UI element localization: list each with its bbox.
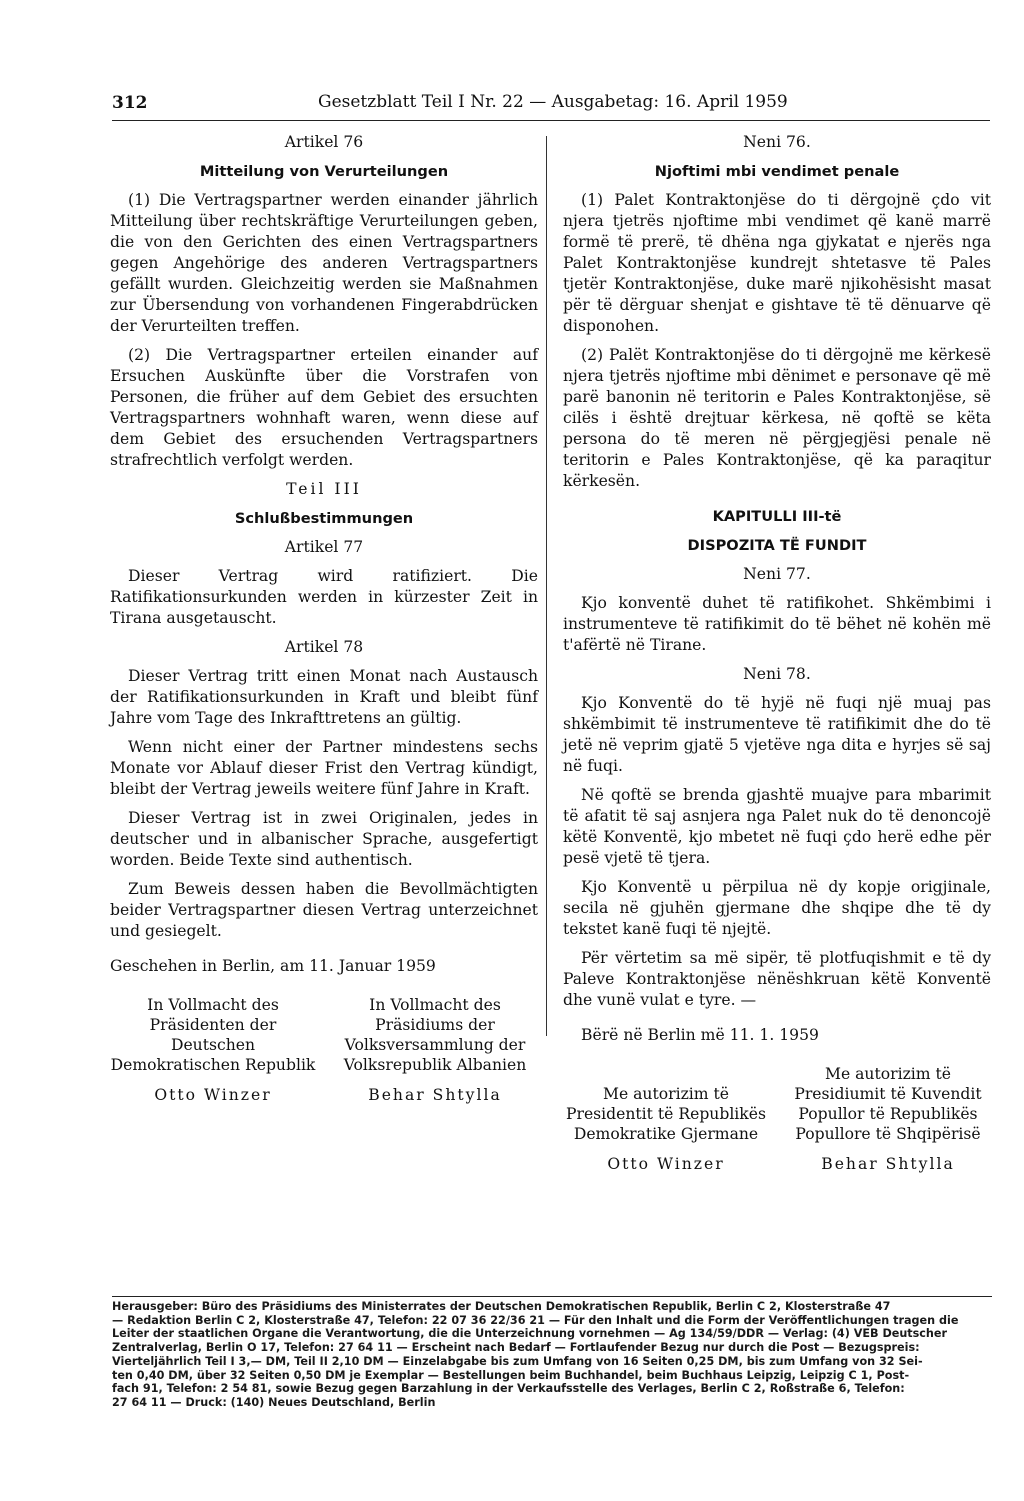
neni-78-paragraph-1: Kjo Konventë do të hyjë në fuqi një muaj pas shkëmbimit të instrumenteve të ratifikimit dhe do të jetë në veprim gjatë 5 vjetëve nga dita e hyrjes së saj në fuqi. — [563, 694, 991, 775]
header-rule — [112, 120, 990, 121]
signature-line: In Vollmacht des — [147, 996, 279, 1014]
imprint-line: Herausgeber: Büro des Präsidiums des Ministerrates der Deutschen Demokratischen Republik, Berlin C 2, Klosterstraße 47 — [112, 1300, 891, 1313]
running-header: Gesetzblatt Teil I Nr. 22 — Ausgabetag: 16. April 1959 — [318, 92, 788, 112]
signature-right-authority — [785, 1064, 991, 1144]
imprint-line: Zentralverlag, Berlin O 17, Telefon: 27 64 11 — Erscheint nach Bedarf — Fortlaufender Bezug nur durch die Post — Bezugspreis: — [112, 1341, 920, 1355]
neni-76-paragraph-2: (2) Palët Kontraktonjëse do ti dërgojnë me kërkesë njera tjetrës njoftime mbi dënimet e personave që më parë banonin në teritorin e Pales Kontraktonjëse, së cilës i është drejtuar kërkesa, në qoftë se këta persona do të meren në përgjegjësi penale në teritorin e Pales Kontraktonjëse, që ka paraqitur kërkesën. — [563, 346, 991, 490]
article-76-paragraph-2: (2) Die Vertragspartner erteilen einander auf Ersuchen Auskünfte über die Vorstrafen von Personen, die früher auf dem Gebiet des ersuchten Vertragspartners wohnhaft waren, wenn diese auf dem Gebiet des ersuchenden Vertragspartners strafrechtlich verfolgt werden. — [110, 346, 538, 469]
article-76-title: Artikel 76 — [284, 133, 364, 151]
article-78-paragraph-4: Zum Beweis dessen haben die Bevollmächtigten beider Vertragspartner diesen Vertrag unterzeichnet und gesiegelt. — [110, 880, 538, 940]
neni-76-heading: Njoftimi mbi vendimet penale — [654, 163, 900, 180]
albanian-column — [563, 132, 991, 1175]
signature-line: Me autorizim të — [824, 1065, 952, 1083]
signature-line: In Vollmacht des — [369, 996, 501, 1014]
neni-78-paragraph-2: Në qoftë se brenda gjashtë muajve para mbarimit të afatit të saj asnjera nga Palet nuk do të denoncojë këtë Konventë, kjo mbetet në fuqi çdo herë edhe për pesë vjetë të tjera. — [563, 786, 991, 867]
chapter-3-heading: DISPOZITA TË FUNDIT — [687, 537, 867, 554]
article-78-paragraph-3: Dieser Vertrag ist in zwei Originalen, jedes in deutscher und in albanischer Sprache, ausgefertigt worden. Beide Texte sind authentisch. — [110, 809, 538, 869]
part-3-title: Teil III — [286, 480, 362, 498]
signatory-name-right: Behar Shtylla — [821, 1155, 955, 1173]
imprint-line: ten 0,40 DM, über 32 Seiten 0,50 DM je Exemplar — Bestellungen beim Buchhandel, beim Buchhaus Leipzig, Leipzig C 1, Post- — [112, 1368, 910, 1382]
imprint-line: Vierteljährlich Teil I 3,— DM, Teil II 2,10 DM — Einzelabgabe bis zum Umfang von 16 Seiten 0,25 DM, bis zum Umfang von 32 Sei- — [112, 1354, 923, 1368]
imprint-line: fach 91, Telefon: 2 54 81, sowie Bezug gegen Barzahlung in der Verkaufsstelle des Verlages, Berlin C 2, Roßstraße 6, Telefon: — [112, 1382, 905, 1396]
neni-77-paragraph-1: Kjo konventë duhet të ratifikohet. Shkëmbimi i instrumenteve të ratifikimit do të bëhet në kohën më t'afërtë në Tirane. — [563, 594, 991, 654]
signature-line: Popullore të Shqipërisë — [795, 1125, 981, 1143]
signature-right-authority — [332, 995, 538, 1075]
signature-line: Me autorizim të — [602, 1085, 730, 1103]
footer-rule — [112, 1296, 992, 1297]
neni-78-paragraph-3: Kjo Konventë u përpilua në dy kopje origjinale, secila në gjuhën gjermane dhe shqipe dhe të dy tekstet kanë fuqi të njejtë. — [563, 878, 991, 938]
imprint-line: Leiter der staatlichen Organe die Verantwortung, die die Unterzeichnung vornehmen — Ag 134/59/DDR — Verlag: (4) VEB Deutscher — [112, 1327, 947, 1341]
signature-line: Popullor të Republikës — [798, 1105, 978, 1123]
neni-77-title: Neni 77. — [743, 565, 811, 583]
signatory-name-right: Behar Shtylla — [368, 1086, 502, 1104]
signature-line: Presidiumit të Kuvendit — [794, 1085, 982, 1103]
article-76-paragraph-1: (1) Die Vertragspartner werden einander jährlich Mitteilung über rechtskräftige Verurteilungen geben, die von den Gerichten des einen Vertragspartners gegen Angehörige des anderen Vertragspartners gefällt wurden. Gleichzeitig werden sie Maßnahmen zur Übersendung von vorhandenen Fingerabdrücken der Verurteilten treffen. — [110, 191, 538, 335]
signature-line: Presidentit të Republikës — [566, 1105, 766, 1123]
place-date: Geschehen in Berlin, am 11. Januar 1959 — [110, 957, 436, 975]
neni-76-paragraph-1: (1) Palet Kontraktonjëse do ti dërgojnë çdo vit njera tjetrës njoftime mbi vendimet që kanë marrë formë të prerë, të dhëna nga gjykatat e njerës nga Palet Kontraktonjëse kundrejt shtetasve të Pales tjetër Kontraktonjëse, duke marë njikohësisht masat për të dërguar shenjat e gishtave të të dënuarve që disponohen. — [563, 191, 991, 335]
german-column — [110, 132, 538, 1106]
part-3-heading: Schlußbestimmungen — [234, 510, 414, 527]
neni-78-title: Neni 78. — [743, 665, 811, 683]
signature-line: Demokratischen Republik — [110, 1056, 316, 1074]
signature-left-authority — [110, 995, 316, 1075]
signatory-names — [110, 1085, 538, 1106]
signature-block — [563, 1064, 991, 1144]
article-77-title: Artikel 77 — [284, 538, 364, 556]
article-78-title: Artikel 78 — [284, 638, 364, 656]
column-divider — [546, 136, 547, 1036]
signatory-name-left: Otto Winzer — [607, 1155, 725, 1173]
neni-78-paragraph-4: Për vërtetim sa më sipër, të plotfuqishmit e të dy Paleve Kontraktonjëse nënëshkruan këtë Konventë dhe vunë vulat e tyre. — — [563, 949, 991, 1009]
article-78-paragraph-1: Dieser Vertrag tritt einen Monat nach Austausch der Ratifikationsurkunden in Kraft und bleibt fünf Jahre vom Tage des Inkrafttretens an gültig. — [110, 667, 538, 727]
neni-76-title: Neni 76. — [743, 133, 811, 151]
signature-line: Volksrepublik Albanien — [343, 1056, 527, 1074]
article-76-heading: Mitteilung von Verurteilungen — [199, 163, 449, 180]
signatory-name-left: Otto Winzer — [154, 1086, 272, 1104]
imprint-line: — Redaktion Berlin C 2, Klosterstraße 47, Telefon: 22 07 36 22/36 21 — Für den Inhalt und die Form der Veröffentlichungen tragen die — [112, 1313, 959, 1327]
signature-line: Demokratike Gjermane — [573, 1125, 759, 1143]
signature-line: Volksversammlung der — [344, 1036, 526, 1054]
page-number: 312 — [112, 93, 148, 113]
imprint-line: 27 64 11 — Druck: (140) Neues Deutschland, Berlin — [112, 1395, 436, 1409]
signature-left-authority — [563, 1084, 769, 1144]
place-date: Bërë në Berlin më 11. 1. 1959 — [581, 1026, 819, 1044]
article-78-paragraph-2: Wenn nicht einer der Partner mindestens sechs Monate vor Ablauf dieser Frist den Vertrag kündigt, bleibt der Vertrag jeweils weitere fünf Jahre in Kraft. — [110, 738, 538, 798]
signature-line: Präsidenten der Deutschen — [149, 1016, 277, 1054]
signature-block — [110, 995, 538, 1075]
imprint — [112, 1300, 992, 1410]
chapter-3-title: KAPITULLI III-të — [712, 508, 842, 525]
signatory-names — [563, 1154, 991, 1175]
signature-line: Präsidiums der — [375, 1016, 495, 1034]
article-77-paragraph-1: Dieser Vertrag wird ratifiziert. Die Ratifikationsurkunden werden in kürzester Zeit in Tirana ausgetauscht. — [110, 567, 538, 627]
